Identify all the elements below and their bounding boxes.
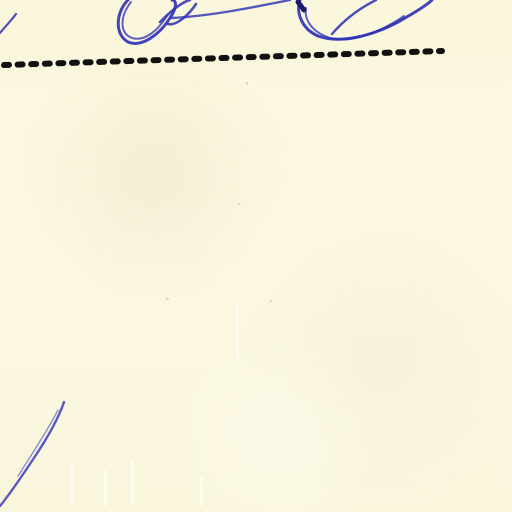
pen-stroke-icon: [0, 402, 64, 506]
signature-scrawl-icon: [0, 0, 432, 43]
dotted-signature-line: [4, 51, 442, 65]
